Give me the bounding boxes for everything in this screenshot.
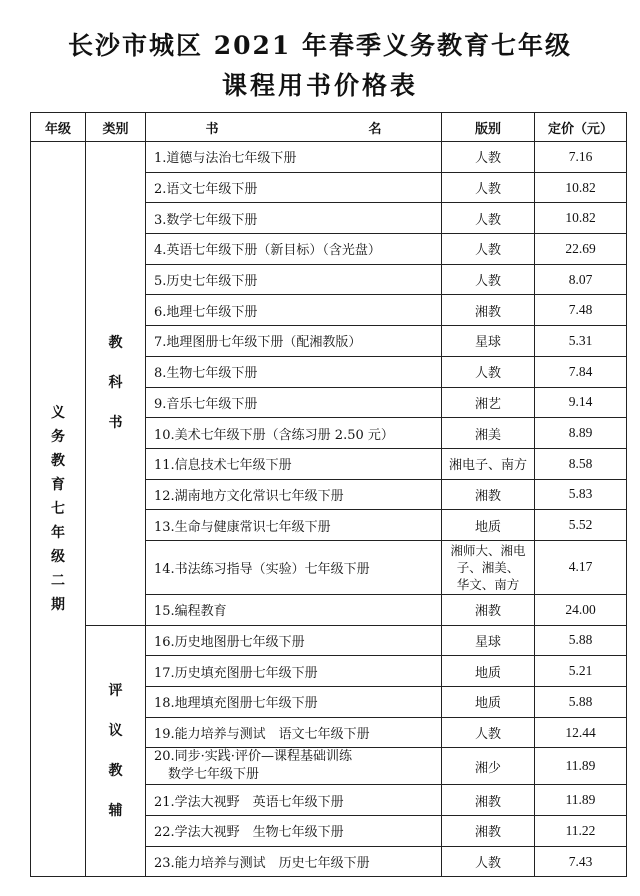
- price: 5.52: [535, 510, 627, 541]
- book-name: 4.英语七年级下册（新目标）（含光盘）: [146, 234, 442, 265]
- price: 5.83: [535, 479, 627, 510]
- price: 4.17: [535, 540, 627, 594]
- publisher: 湘少: [442, 748, 535, 785]
- category-supplementary-cell-char: 辅: [108, 803, 123, 820]
- grade-cell: [31, 142, 86, 877]
- publisher: 湘教: [442, 295, 535, 326]
- price: 10.82: [535, 172, 627, 203]
- book-name-line: 数学七年级下册: [168, 767, 260, 783]
- publisher-line: 湘师大、湘电: [450, 542, 526, 558]
- title-line-2: 课程用书价格表: [221, 71, 418, 100]
- publisher: 地质: [442, 656, 535, 687]
- price-table: [30, 112, 627, 877]
- book-name: 21.学法大视野 英语七年级下册: [146, 785, 442, 816]
- publisher: 湘美: [442, 418, 535, 449]
- publisher: 湘教: [442, 594, 535, 625]
- book-name: 2.语文七年级下册: [146, 172, 442, 203]
- grade-cell-char: 七: [51, 501, 65, 518]
- book-name: 17.历史填充图册七年级下册: [146, 656, 442, 687]
- publisher: 湘艺: [442, 387, 535, 418]
- grade-cell-char: 务: [51, 429, 65, 446]
- grade-cell-char: 教: [51, 453, 65, 470]
- price: 10.82: [535, 203, 627, 234]
- publisher: 人教: [442, 172, 535, 203]
- price: 11.89: [535, 785, 627, 816]
- price: 7.84: [535, 356, 627, 387]
- price: 11.22: [535, 816, 627, 847]
- category-textbook-cell-char: 教: [108, 335, 123, 352]
- book-name: 7.地理图册七年级下册（配湘教版）: [146, 326, 442, 357]
- publisher: 人教: [442, 234, 535, 265]
- price: 22.69: [535, 234, 627, 265]
- header-grade: 年级: [31, 113, 86, 142]
- grade-cell-char: 年: [51, 525, 65, 542]
- book-name: 3.数学七年级下册: [146, 203, 442, 234]
- category-supplementary-cell-char: 教: [108, 763, 123, 780]
- publisher: 星球: [442, 326, 535, 357]
- category-textbook-cell: [86, 142, 146, 626]
- price: 11.89: [535, 748, 627, 785]
- title-line-1: 长沙市城区 2021 年春季义务教育七年级: [68, 31, 572, 60]
- book-name: 15.编程教育: [146, 594, 442, 625]
- book-name: 19.能力培养与测试 语文七年级下册: [146, 717, 442, 748]
- publisher: 湘教: [442, 785, 535, 816]
- table-row: [31, 625, 627, 656]
- publisher: 湘电子、南方: [442, 448, 535, 479]
- publisher: [442, 540, 535, 594]
- publisher: 湘教: [442, 816, 535, 847]
- category-textbook-cell-char: 书: [108, 415, 123, 432]
- header-category: 类别: [86, 113, 146, 142]
- price: 7.43: [535, 846, 627, 877]
- price: 5.31: [535, 326, 627, 357]
- price: 9.14: [535, 387, 627, 418]
- book-name-line: 20.同步·实践·评价—课程基础训练: [154, 749, 352, 765]
- grade-cell-char: 义: [51, 405, 65, 422]
- price: 7.48: [535, 295, 627, 326]
- price: 8.58: [535, 448, 627, 479]
- grade-cell-char: 级: [51, 549, 65, 566]
- price: 12.44: [535, 717, 627, 748]
- category-supplementary-cell-char: 议: [108, 723, 123, 740]
- publisher: 人教: [442, 846, 535, 877]
- price: 5.21: [535, 656, 627, 687]
- price: 8.89: [535, 418, 627, 449]
- publisher: 湘教: [442, 479, 535, 510]
- publisher: 地质: [442, 510, 535, 541]
- grade-cell-char: 期: [51, 597, 65, 614]
- publisher: 人教: [442, 142, 535, 173]
- table-row: [31, 142, 627, 173]
- book-name: 23.能力培养与测试 历史七年级下册: [146, 846, 442, 877]
- price: 7.16: [535, 142, 627, 173]
- book-name: 14.书法练习指导（实验）七年级下册: [146, 540, 442, 594]
- book-name: 9.音乐七年级下册: [146, 387, 442, 418]
- book-name: 5.历史七年级下册: [146, 264, 442, 295]
- category-textbook-cell-char: 科: [108, 375, 123, 392]
- publisher: 地质: [442, 687, 535, 718]
- book-name: 12.湖南地方文化常识七年级下册: [146, 479, 442, 510]
- publisher: 人教: [442, 203, 535, 234]
- publisher-line: 华文、南方: [456, 576, 520, 592]
- publisher: 人教: [442, 264, 535, 295]
- book-name: 22.学法大视野 生物七年级下册: [146, 816, 442, 847]
- book-name: 10.美术七年级下册（含练习册 2.50 元）: [146, 418, 442, 449]
- header-book-name: 书 名: [146, 113, 442, 142]
- book-name: 6.地理七年级下册: [146, 295, 442, 326]
- price: 5.88: [535, 625, 627, 656]
- price: 5.88: [535, 687, 627, 718]
- book-name: 1.道德与法治七年级下册: [146, 142, 442, 173]
- book-name: 8.生物七年级下册: [146, 356, 442, 387]
- book-name: 16.历史地图册七年级下册: [146, 625, 442, 656]
- grade-cell-char: 二: [51, 573, 65, 590]
- book-name: 18.地理填充图册七年级下册: [146, 687, 442, 718]
- header-publisher: 版别: [442, 113, 535, 142]
- price: 8.07: [535, 264, 627, 295]
- grade-cell-char: 育: [51, 477, 65, 494]
- price: 24.00: [535, 594, 627, 625]
- publisher-line: 子、湘美、: [456, 559, 520, 575]
- book-name: 11.信息技术七年级下册: [146, 448, 442, 479]
- header-row: [31, 113, 627, 142]
- header-price: 定价（元）: [535, 113, 627, 142]
- book-name: 13.生命与健康常识七年级下册: [146, 510, 442, 541]
- publisher: 人教: [442, 717, 535, 748]
- publisher: 人教: [442, 356, 535, 387]
- book-name: [146, 748, 442, 785]
- category-supplementary-cell-char: 评: [108, 683, 123, 700]
- publisher: 星球: [442, 625, 535, 656]
- category-supplementary-cell: [86, 625, 146, 877]
